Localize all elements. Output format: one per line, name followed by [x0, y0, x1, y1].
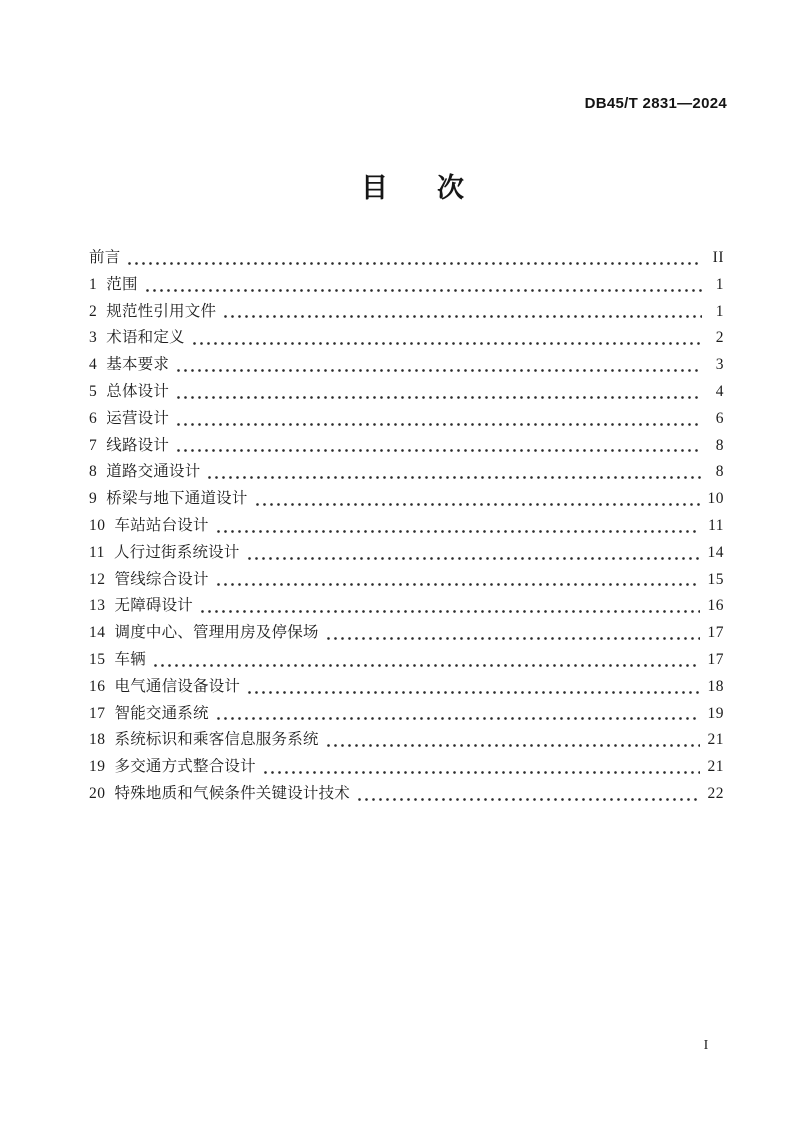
- toc-leader-dots: [191, 342, 702, 345]
- toc-leader-dots: [199, 610, 699, 613]
- toc-entry: [89, 754, 724, 781]
- toc-entry-page: 11: [708, 516, 724, 534]
- toc-entry-page: 3: [715, 356, 724, 374]
- toc-leader-dots: [152, 664, 700, 667]
- toc-entry-page: 22: [707, 784, 724, 802]
- toc-entry-label: 管线综合设计: [114, 570, 209, 588]
- toc-entry-number: 18: [89, 731, 106, 749]
- toc-entry-label: 桥梁与地下通道设计: [106, 490, 248, 508]
- toc-leader-dots: [206, 476, 702, 479]
- toc-entry-number: 7: [89, 436, 98, 454]
- toc-entry-number: 10: [89, 516, 106, 534]
- toc-entry: [89, 647, 724, 674]
- toc-entry: [89, 245, 724, 272]
- toc-entry-page: 1: [715, 275, 724, 293]
- toc-leader-dots: [254, 503, 700, 506]
- toc-leader-dots: [215, 583, 700, 586]
- toc-entry-label: 道路交通设计: [106, 463, 201, 481]
- toc-entry-number: 11: [89, 543, 105, 561]
- toc-entry-label: 总体设计: [106, 382, 170, 400]
- toc-entry: [89, 486, 724, 513]
- toc-entry-label: 基本要求: [106, 356, 170, 374]
- toc-entry: [89, 513, 724, 540]
- standard-code-header: DB45/T 2831—2024: [584, 95, 727, 112]
- toc-entry-number: 17: [89, 704, 106, 722]
- toc-entry-label: 术语和定义: [106, 329, 185, 347]
- toc-entry-label: 范围: [106, 275, 138, 293]
- toc-entry-label: 无障碍设计: [114, 597, 194, 615]
- toc-entry-label: 特殊地质和气候条件关键设计技术: [114, 784, 351, 802]
- toc-entry-number: 6: [89, 409, 98, 427]
- toc-entry: [89, 352, 724, 379]
- toc-entry-page: 8: [715, 436, 724, 454]
- toc-entry-label: 智能交通系统: [114, 704, 209, 722]
- toc-entry: [89, 701, 724, 728]
- toc-entry-label: 人行过街系统设计: [113, 543, 240, 561]
- toc-leader-dots: [246, 691, 699, 694]
- toc-entry-label: 前言: [89, 249, 121, 266]
- toc-leader-dots: [175, 423, 702, 426]
- toc-leader-dots: [144, 289, 702, 292]
- toc-entry-page: 2: [715, 329, 724, 347]
- toc-entry-page: 21: [707, 731, 724, 749]
- toc-leader-dots: [175, 396, 702, 399]
- toc-entry-page: 16: [707, 597, 724, 615]
- toc-entry-label: 车站站台设计: [114, 516, 209, 534]
- toc-entry-number: 20: [89, 784, 106, 802]
- toc-entry: [89, 567, 724, 594]
- toc-entry-page: 18: [707, 677, 724, 695]
- toc-entry-label: 调度中心、管理用房及停保场: [114, 624, 319, 642]
- toc-leader-dots: [356, 798, 699, 801]
- toc-entry-number: 4: [89, 356, 98, 374]
- toc-leader-dots: [246, 557, 700, 560]
- toc-entry-number: 8: [89, 463, 98, 481]
- toc-entry: [89, 593, 724, 620]
- toc-entry-number: 14: [89, 624, 106, 642]
- toc-entry: [89, 781, 724, 808]
- toc-entry-number: 19: [89, 758, 106, 776]
- toc-entry: [89, 540, 724, 567]
- toc-entry: [89, 406, 724, 433]
- toc-entry-number: 2: [89, 302, 98, 320]
- toc-entry-number: 13: [89, 597, 106, 615]
- toc-leader-dots: [325, 744, 700, 747]
- toc-entry: [89, 379, 724, 406]
- page-title: 目 次: [361, 173, 475, 203]
- toc-leader-dots: [126, 262, 702, 265]
- toc-entry-label: 规范性引用文件: [106, 302, 217, 320]
- toc-entry-number: 15: [89, 650, 106, 668]
- toc-entry: [89, 620, 724, 647]
- toc-entry-page: 8: [715, 463, 724, 481]
- toc-entry-page: 17: [707, 624, 724, 642]
- toc-entry-page: 19: [707, 704, 724, 722]
- toc-entry-label: 线路设计: [106, 436, 170, 454]
- toc-list: [89, 245, 724, 808]
- footer-page-number: I: [703, 1038, 709, 1053]
- toc-entry: [89, 674, 724, 701]
- toc-leader-dots: [175, 449, 702, 452]
- toc-entry-page: 4: [715, 382, 724, 400]
- toc-leader-dots: [262, 771, 700, 774]
- toc-entry-page: 14: [707, 543, 724, 561]
- toc-entry-number: 16: [89, 677, 106, 695]
- toc-entry-page: 15: [707, 570, 724, 588]
- toc-entry-number: 5: [89, 382, 98, 400]
- toc-entry: [89, 299, 724, 326]
- toc-entry-label: 运营设计: [106, 409, 170, 427]
- toc-entry-label: 系统标识和乘客信息服务系统: [114, 731, 319, 749]
- toc-entry: [89, 727, 724, 754]
- toc-entry-label: 车辆: [114, 650, 146, 668]
- toc-entry: [89, 272, 724, 299]
- toc-entry: [89, 459, 724, 486]
- toc-leader-dots: [215, 717, 700, 720]
- toc-entry-page: 10: [707, 490, 724, 508]
- toc-leader-dots: [215, 530, 700, 533]
- toc-entry-number: 3: [89, 329, 98, 347]
- toc-leader-dots: [222, 315, 702, 318]
- toc-entry-label: 电气通信设备设计: [114, 677, 241, 695]
- toc-entry-number: 9: [89, 490, 98, 508]
- toc-leader-dots: [325, 637, 700, 640]
- toc-entry: [89, 325, 724, 352]
- toc-entry-number: 1: [89, 275, 98, 293]
- toc-entry-page: 21: [707, 758, 724, 776]
- toc-entry-page: 17: [707, 650, 724, 668]
- toc-entry-page: 1: [715, 302, 724, 320]
- toc-leader-dots: [175, 369, 702, 372]
- toc-entry: [89, 433, 724, 460]
- toc-entry-number: 12: [89, 570, 106, 588]
- toc-entry-label: 多交通方式整合设计: [114, 758, 256, 776]
- toc-entry-page: 6: [715, 409, 724, 427]
- toc-entry-page: II: [712, 249, 724, 266]
